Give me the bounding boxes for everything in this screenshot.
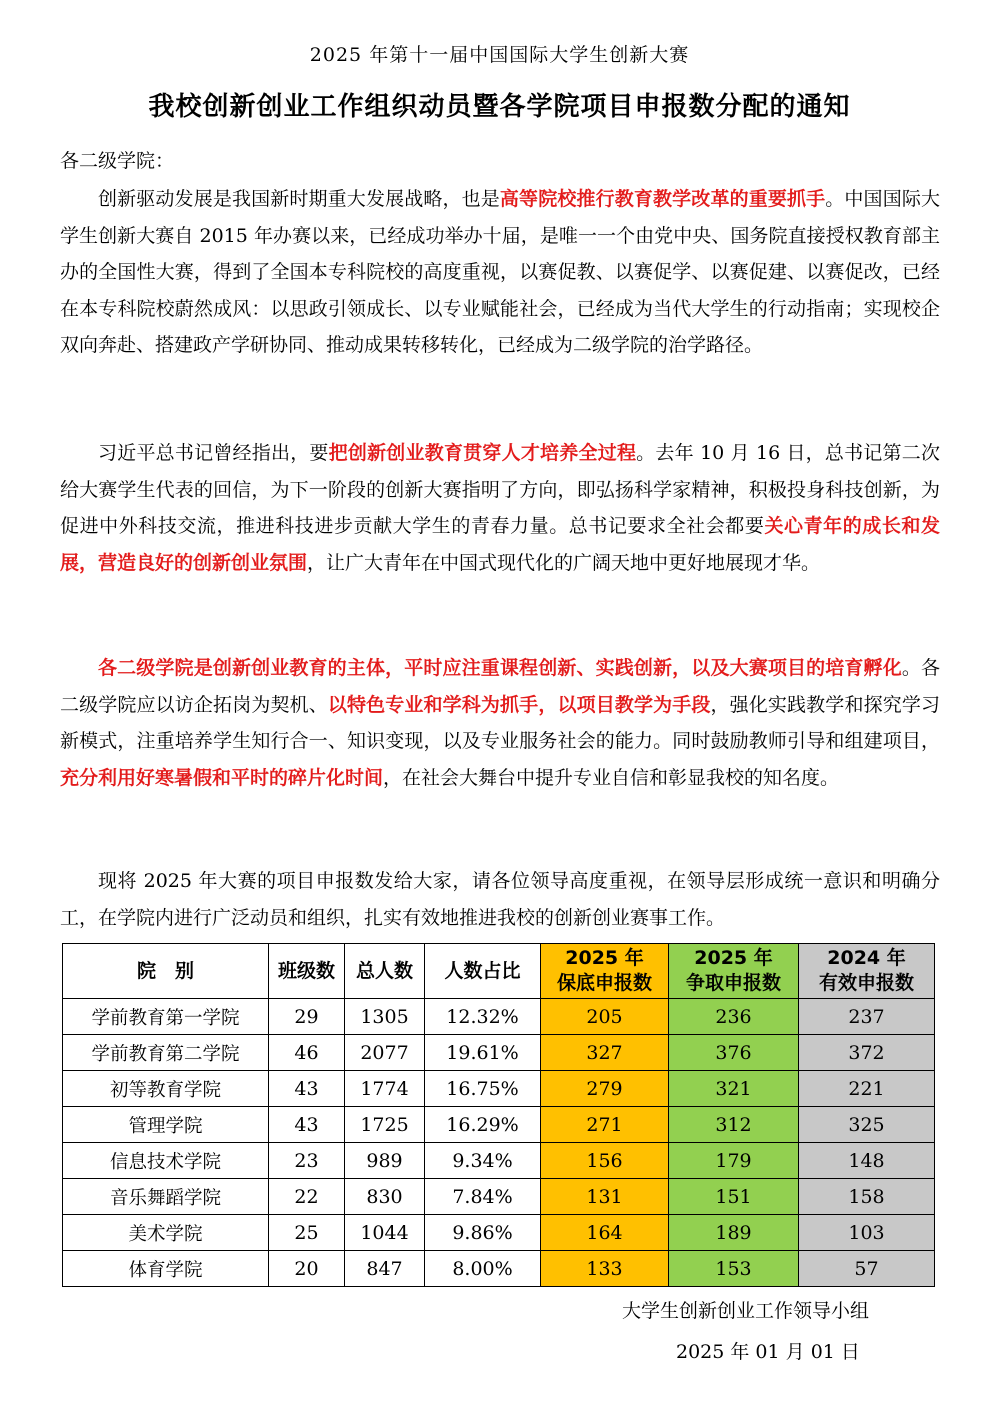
table-row (63, 1215, 935, 1251)
body-text: 现将 2025 年大赛的项目申报数发给大家，请各位领导高度重视，在领导层形成统一意识和明确分工，在学院内进行广泛动员和组织，扎实有效地推进我校的创新创业赛事工作。 (60, 870, 940, 929)
cell-total-students: 847 (345, 1251, 425, 1287)
cell-ratio: 16.75% (425, 1071, 541, 1107)
highlight-text: 以特色专业和学科为抓手，以项目教学为手段 (327, 693, 711, 716)
cell-min-apply: 271 (541, 1107, 669, 1143)
cell-ratio: 8.00% (425, 1251, 541, 1287)
cell-target-apply: 153 (669, 1251, 799, 1287)
cell-target-apply: 376 (669, 1035, 799, 1071)
header-college: 院 别 (63, 944, 269, 999)
cell-min-apply: 131 (541, 1179, 669, 1215)
table-row (63, 999, 935, 1035)
cell-college: 信息技术学院 (63, 1143, 269, 1179)
cell-total-students: 1725 (345, 1107, 425, 1143)
cell-college: 初等教育学院 (63, 1071, 269, 1107)
cell-class-count: 29 (269, 999, 345, 1035)
cell-prev-valid: 237 (799, 999, 935, 1035)
document-title: 我校创新创业工作组织动员暨各学院项目申报数分配的通知 (148, 92, 851, 122)
signature-org: 大学生创新创业工作领导小组 (622, 1300, 870, 1322)
cell-target-apply: 179 (669, 1143, 799, 1179)
paragraph-3 (60, 650, 940, 796)
cell-class-count: 22 (269, 1179, 345, 1215)
header-line: 2025 年第十一届中国国际大学生创新大赛 (309, 44, 690, 66)
table-row (63, 1035, 935, 1071)
cell-min-apply: 279 (541, 1071, 669, 1107)
highlight-text: 各二级学院是创新创业教育的主体，平时应注重课程创新、实践创新，以及大赛项目的培育孵化 (98, 657, 902, 679)
highlight-text: 把创新创业教育贯穿人才培养全过程 (328, 442, 637, 464)
cell-ratio: 9.86% (425, 1215, 541, 1251)
body-text: 习近平总书记曾经指出，要 (98, 442, 329, 464)
cell-class-count: 46 (269, 1035, 345, 1071)
cell-total-students: 1774 (345, 1071, 425, 1107)
cell-min-apply: 133 (541, 1251, 669, 1287)
cell-total-students: 1044 (345, 1215, 425, 1251)
cell-college: 美术学院 (63, 1215, 269, 1251)
body-text: ，在社会大舞台中提升专业自信和彰显我校的知名度。 (383, 766, 840, 789)
cell-min-apply: 164 (541, 1215, 669, 1251)
cell-college: 音乐舞蹈学院 (63, 1179, 269, 1215)
table-row (63, 1107, 935, 1143)
cell-target-apply: 189 (669, 1215, 799, 1251)
paragraph-2 (60, 435, 940, 581)
cell-min-apply: 205 (541, 999, 669, 1035)
header-ratio: 人数占比 (425, 944, 541, 999)
cell-college: 管理学院 (63, 1107, 269, 1143)
cell-min-apply: 156 (541, 1143, 669, 1179)
header-prev-valid: 2024 年 有效申报数 (799, 944, 935, 999)
table-row (63, 1071, 935, 1107)
table-row (63, 1143, 935, 1179)
table-header-row (63, 944, 935, 999)
body-text: 。各二级学院应以访企拓岗为契机、 (60, 657, 940, 716)
header-min-apply: 2025 年 保底申报数 (541, 944, 669, 999)
cell-total-students: 830 (345, 1179, 425, 1215)
table-row (63, 1251, 935, 1287)
cell-total-students: 1305 (345, 999, 425, 1035)
cell-class-count: 25 (269, 1215, 345, 1251)
cell-class-count: 43 (269, 1107, 345, 1143)
header-target-apply: 2025 年 争取申报数 (669, 944, 799, 999)
highlight-text: 关心青年的成长和发展，营造良好的创新创业氛围 (60, 515, 940, 574)
table-row (63, 1179, 935, 1215)
body-text: 。去年 10 月 16 日，总书记第二次给大赛学生代表的回信，为下一阶段的创新大赛指明了方向，即弘扬科学家精神，积极投身科技创新，为促进中外科技交流，推进科技进步贡献大学生的青春力量。总书记要求全社会都要 (60, 442, 940, 537)
cell-target-apply: 321 (669, 1071, 799, 1107)
body-text: 创新驱动发展是我国新时期重大发展战略，也是 (98, 188, 500, 210)
highlight-text: 充分利用好寒暑假和平时的碎片化时间 (60, 766, 384, 789)
cell-ratio: 16.29% (425, 1107, 541, 1143)
cell-min-apply: 327 (541, 1035, 669, 1071)
cell-college: 学前教育第一学院 (63, 999, 269, 1035)
cell-prev-valid: 57 (799, 1251, 935, 1287)
cell-ratio: 12.32% (425, 999, 541, 1035)
cell-total-students: 2077 (345, 1035, 425, 1071)
cell-college: 学前教育第二学院 (63, 1035, 269, 1071)
allocation-table (62, 943, 935, 1287)
header-total-students: 总人数 (345, 944, 425, 999)
paragraph-1 (60, 181, 940, 364)
body-text: ，强化实践教学和探究学习新模式，注重培养学生知行合一、知识变现，以及专业服务社会的能力。同时鼓励教师引导和组建项目， (60, 693, 940, 752)
body-text: ，让广大青年在中国式现代化的广阔天地中更好地展现才华。 (307, 551, 821, 574)
cell-prev-valid: 372 (799, 1035, 935, 1071)
cell-target-apply: 236 (669, 999, 799, 1035)
body-text: 。中国国际大学生创新大赛自 2015 年办赛以来，已经成功举办十届，是唯一一个由党中央、国务院直接授权教育部主办的全国性大赛，得到了全国本专科院校的高度重视，以赛促教、以赛促学、以赛促建、以赛促改，已经在本专科院校蔚然成风：以思政引领成长、以专业赋能社会，已经成为当代大学生的行动指南；实现校企双向奔赴、搭建政产学研协同、推动成果转移转化，已经成为二级学院的治学路径。 (60, 188, 940, 356)
cell-ratio: 9.34% (425, 1143, 541, 1179)
cell-total-students: 989 (345, 1143, 425, 1179)
cell-class-count: 23 (269, 1143, 345, 1179)
cell-prev-valid: 158 (799, 1179, 935, 1215)
signature-date: 2025 年 01 月 01 日 (676, 1341, 860, 1363)
cell-ratio: 19.61% (425, 1035, 541, 1071)
cell-college: 体育学院 (63, 1251, 269, 1287)
cell-prev-valid: 103 (799, 1215, 935, 1251)
cell-ratio: 7.84% (425, 1179, 541, 1215)
cell-class-count: 43 (269, 1071, 345, 1107)
paragraph-4 (60, 863, 940, 936)
cell-prev-valid: 148 (799, 1143, 935, 1179)
cell-prev-valid: 325 (799, 1107, 935, 1143)
salutation: 各二级学院： (60, 150, 175, 172)
cell-class-count: 20 (269, 1251, 345, 1287)
cell-prev-valid: 221 (799, 1071, 935, 1107)
header-class-count: 班级数 (269, 944, 345, 999)
cell-target-apply: 151 (669, 1179, 799, 1215)
highlight-text: 高等院校推行教育教学改革的重要抓手 (499, 188, 826, 210)
cell-target-apply: 312 (669, 1107, 799, 1143)
